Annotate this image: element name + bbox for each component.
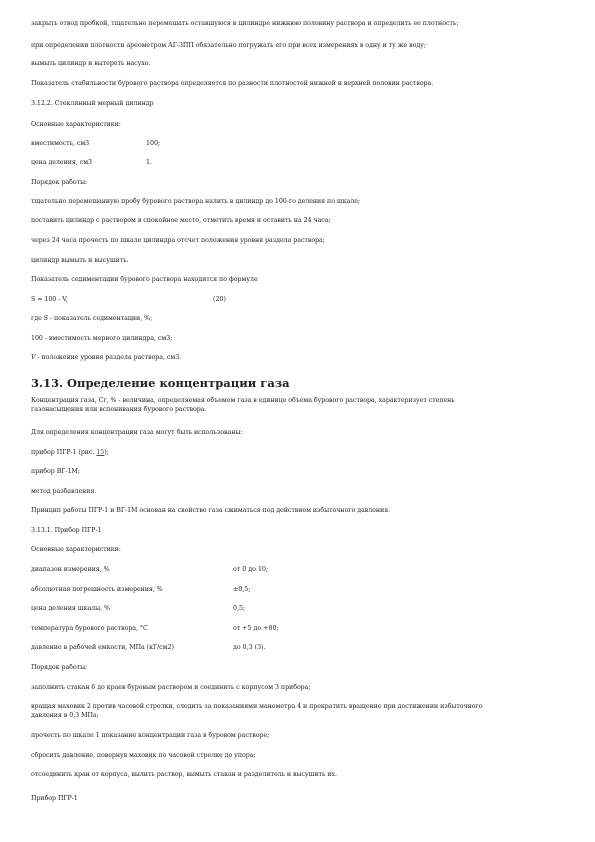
- spec-label: давление в рабочей емкости, МПа (кГ/см2): [31, 644, 174, 651]
- list-item-text: );: [104, 449, 109, 456]
- list-item-text: прибор ПГР-1 (рис.: [31, 449, 97, 456]
- characteristics-label: Основные характеристики:: [31, 546, 121, 553]
- paragraph: Концентрация газа, Сг, % - величина, определяемая объемом газа в единице объема бурового раствора, характеризует степень: [31, 397, 455, 404]
- legend-symbol: S: [43, 315, 48, 322]
- formula-legend: [31, 354, 181, 362]
- procedure-step: давления в 0,3 МПа;: [31, 712, 99, 719]
- procedure-label: Порядок работы:: [31, 179, 88, 186]
- spec-value: до 0,3 (3).: [233, 644, 266, 651]
- subsection-heading: 3.13.1. Прибор ПГР-1: [31, 527, 102, 534]
- division-value: 1.: [146, 159, 153, 166]
- procedure-step: через 24 часа прочесть по шкале цилиндра отсчет положения уровня раздела раствора;: [31, 237, 325, 244]
- division-label: цена деления, см3: [31, 159, 93, 166]
- procedure-step: тщательно перемешанную пробу бурового раствора налить в цилиндр до 100-го деления по шкале;: [31, 198, 360, 205]
- procedure-step: поставить цилиндр с раствором в спокойное место, отметить время и оставить на 24 часа;: [31, 217, 331, 224]
- spec-value: от 0 до 10;: [233, 566, 269, 573]
- formula-number: (20): [213, 296, 226, 303]
- procedure-step: прочесть по шкале 1 показание концентрации газа в буровом растворе;: [31, 732, 270, 739]
- procedure-step: вращая маховик 2 против часовой стрелки, следить за показаниями манометра 4 и прекратить вращение при достижении избыточного: [31, 703, 483, 710]
- legend-text: - показатель седиментации, %;: [47, 315, 153, 322]
- spec-label: цена деления шкалы, %: [31, 605, 110, 612]
- paragraph: Принцип работы ПГР-1 и ВГ-1М основан на свойстве газа сжиматься под действием избыточного давления.: [31, 507, 391, 514]
- formula-legend: 100 - вместимость мерного цилиндра, см3;: [31, 335, 173, 342]
- procedure-step: сбросить давление, повернув маховик по часовой стрелке до упора;: [31, 752, 256, 759]
- paragraph: газонасыщения или вспенивания бурового раствора.: [31, 406, 207, 413]
- formula-legend: [31, 315, 152, 323]
- paragraph: Показатель седиментации бурового раствора находится по формуле: [31, 276, 258, 283]
- paragraph: закрыть отвод пробкой, тщательно перемешать оставшуюся в цилиндре нижнюю половину раствора и определить ее плотность;: [31, 20, 459, 27]
- paragraph: при определении плотности ареометром АГ-3ПП обязательно погружать его при всех измерениях в одну и ту же воду;: [31, 42, 426, 49]
- spec-label: диапазон измерения, %: [31, 566, 110, 573]
- procedure-label: Порядок работы:: [31, 664, 88, 671]
- figure-caption: Прибор ПГР-1: [31, 795, 78, 802]
- subsection-heading: 3.12.2. Стеклянный мерный цилиндр: [31, 100, 154, 107]
- procedure-step: заполнить стакан 6 до краев буровым раствором и соединить с корпусом 3 прибора;: [31, 684, 311, 691]
- spec-value: от +5 до +80;: [233, 625, 279, 632]
- procedure-step: цилиндр вымыть и высушить.: [31, 257, 129, 264]
- legend-symbol: V: [31, 354, 36, 361]
- figure-link[interactable]: 15: [96, 449, 105, 456]
- spec-value: ±0,5;: [233, 586, 251, 593]
- formula: S = 100 - V,: [31, 296, 68, 303]
- capacity-label: вместимость, см3: [31, 140, 90, 147]
- list-item: [31, 449, 109, 457]
- paragraph: вымыть цилиндр и вытереть насухо.: [31, 60, 151, 67]
- legend-text: - положение уровня раздела раствора, см3.: [35, 354, 182, 361]
- list-item: прибор ВГ-1М;: [31, 468, 80, 475]
- procedure-step: отсоединить кран от корпуса, вылить раствор, вымыть стакан и разделитель и высушить их.: [31, 771, 337, 778]
- spec-label: абсолютная погрешность измерения, %: [31, 586, 163, 593]
- spec-value: 0,5;: [233, 605, 246, 612]
- paragraph: Для определения концентрации газа могут быть использованы:: [31, 429, 243, 436]
- section-heading: 3.13. Определение концентрации газа: [31, 376, 290, 390]
- legend-text: где: [31, 315, 44, 322]
- paragraph: Показатель стабильности бурового раствора определяется по разности плотностей нижней и верхней половин раствора.: [31, 80, 434, 87]
- list-item: метод разбавления.: [31, 488, 97, 495]
- spec-label: температура бурового раствора, °С: [31, 625, 148, 632]
- capacity-value: 100;: [146, 140, 161, 147]
- characteristics-label: Основные характеристики:: [31, 121, 121, 128]
